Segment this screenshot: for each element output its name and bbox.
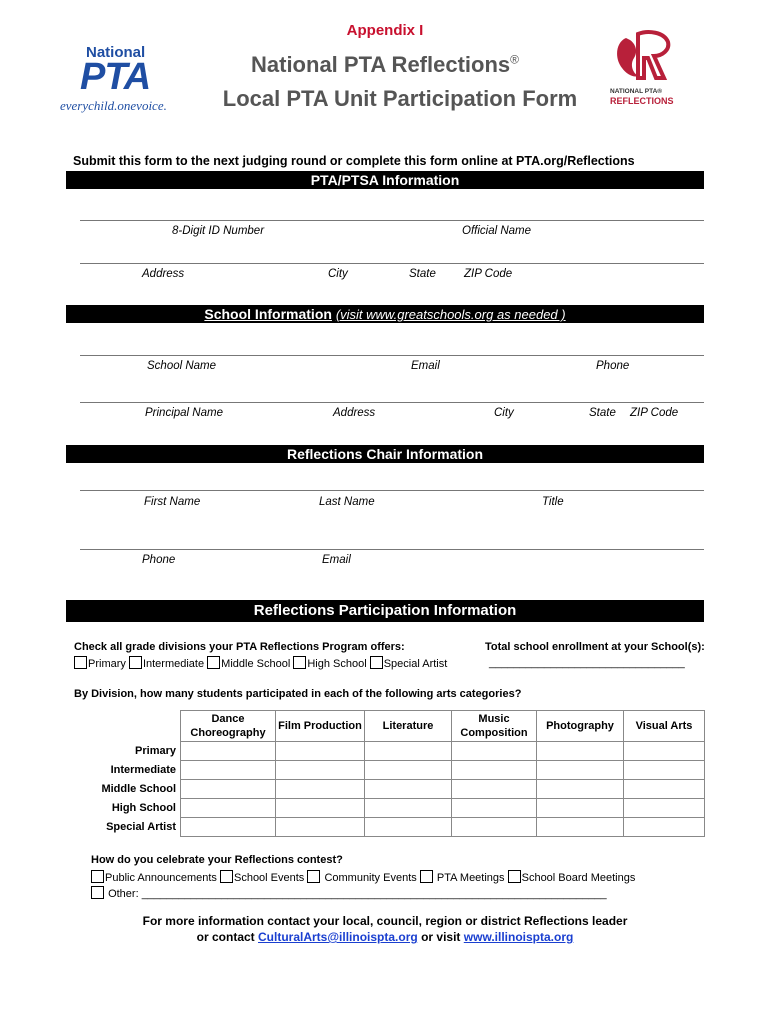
pta-section-title: PTA/PTSA Information <box>310 172 460 188</box>
public-announcements-checkbox[interactable] <box>91 870 104 883</box>
pta-zip-label: ZIP Code <box>464 268 513 280</box>
grid-cell[interactable] <box>181 818 276 837</box>
pta-address-label: Address <box>142 268 185 280</box>
school-row2-line[interactable] <box>80 402 704 403</box>
grid-cell[interactable] <box>452 780 537 799</box>
table-row <box>66 780 705 799</box>
grid-cell[interactable] <box>624 799 705 818</box>
school-section-title: School Information <box>204 306 332 322</box>
school-board-meetings-checkbox[interactable] <box>508 870 521 883</box>
other-label: Other: <box>108 888 139 900</box>
intermediate-checkbox[interactable] <box>129 656 142 669</box>
row-primary: Primary <box>135 745 176 757</box>
other-input[interactable]: ____________________________________________________________________________ <box>141 888 607 900</box>
grid-cell[interactable] <box>452 761 537 780</box>
appendix-label: Appendix I <box>346 22 424 39</box>
school-email-label: Email <box>411 360 440 372</box>
tagline-b: one <box>117 98 137 113</box>
grid-cell[interactable] <box>181 799 276 818</box>
col-literature: Literature <box>365 711 452 742</box>
primary-checkbox[interactable] <box>74 656 87 669</box>
grid-cell[interactable] <box>537 799 624 818</box>
grid-cell[interactable] <box>624 780 705 799</box>
school-name-label: School Name <box>147 360 217 372</box>
grid-cell[interactable] <box>624 818 705 837</box>
grid-cell[interactable] <box>276 799 365 818</box>
row-special-artist: Special Artist <box>106 821 176 833</box>
chair-section-title: Reflections Chair Information <box>286 446 484 462</box>
grid-cell[interactable] <box>365 799 452 818</box>
pta-logo-tagline <box>60 98 167 114</box>
pta-city-label: City <box>328 268 348 280</box>
special-artist-option-label: Special Artist <box>383 658 448 670</box>
pta-section-header <box>66 171 704 189</box>
community-events-checkbox[interactable] <box>307 870 320 883</box>
special-artist-checkbox[interactable] <box>370 656 383 669</box>
grid-cell[interactable] <box>365 742 452 761</box>
school-section-subtitle: (visit www.greatschools.org as needed ) <box>335 307 566 322</box>
footer-line2 <box>0 930 770 944</box>
col-photography: Photography <box>537 711 624 742</box>
reflections-logo <box>608 28 686 110</box>
submit-note: Submit this form to the next judging round or complete this form online at PTA.org/Reflections <box>73 154 635 168</box>
intermediate-option-label: Intermediate <box>142 658 205 670</box>
chair-email-label: Email <box>322 554 351 566</box>
grid-cell[interactable] <box>276 742 365 761</box>
id-number-label: 8-Digit ID Number <box>172 225 265 237</box>
tagline-c: voice. <box>136 98 167 113</box>
grid-cell[interactable] <box>537 818 624 837</box>
middle-school-checkbox[interactable] <box>207 656 220 669</box>
grid-cell[interactable] <box>452 799 537 818</box>
school-phone-label: Phone <box>596 360 630 372</box>
official-name-label: Official Name <box>462 225 532 237</box>
school-city-label: City <box>494 407 514 419</box>
pta-state-label: State <box>409 268 436 280</box>
grid-cell[interactable] <box>537 742 624 761</box>
pta-row2-line[interactable] <box>80 263 704 264</box>
footer-line1: For more information contact your local, council, region or district Reflections leader <box>142 914 628 928</box>
grade-options <box>74 656 447 670</box>
celebrate-prompt: How do you celebrate your Reflections contest? <box>91 854 343 866</box>
pta-meetings-checkbox[interactable] <box>420 870 433 883</box>
school-row1-line[interactable] <box>80 355 704 356</box>
chair-phone-label: Phone <box>142 554 176 566</box>
col-music: Music Composition <box>452 711 537 742</box>
principal-name-label: Principal Name <box>145 407 223 419</box>
pta-logo-mark: PTA <box>80 56 151 98</box>
other-row <box>91 886 607 900</box>
grid-corner <box>66 711 181 742</box>
school-section-header <box>66 305 704 323</box>
enrollment-prompt: Total school enrollment at your School(s): <box>485 641 705 653</box>
school-zip-label: ZIP Code <box>630 407 679 419</box>
reflections-face-icon <box>608 28 686 88</box>
participation-section-header <box>66 600 704 622</box>
col-film: Film Production <box>276 711 365 742</box>
grid-cell[interactable] <box>276 818 365 837</box>
grid-cell[interactable] <box>624 761 705 780</box>
row-intermediate: Intermediate <box>110 764 176 776</box>
grid-cell[interactable] <box>537 761 624 780</box>
chair-section-header <box>66 445 704 463</box>
grid-cell[interactable] <box>181 780 276 799</box>
first-name-label: First Name <box>144 496 201 508</box>
grid-cell[interactable] <box>181 742 276 761</box>
celebrate-options <box>91 870 635 884</box>
footer-website-link[interactable]: www.illinoispta.org <box>463 930 574 944</box>
last-name-label: Last Name <box>319 496 375 508</box>
primary-option-label: Primary <box>88 658 126 670</box>
enrollment-input[interactable]: ________________________________ <box>489 657 685 669</box>
school-board-meetings-label: School Board Meetings <box>521 872 636 884</box>
grid-cell[interactable] <box>365 780 452 799</box>
form-title-text: National PTA Reflections <box>251 52 511 77</box>
grid-cell[interactable] <box>365 818 452 837</box>
col-dance: Dance Choreography <box>181 711 276 742</box>
grid-cell[interactable] <box>276 761 365 780</box>
row-high-school: High School <box>111 802 176 814</box>
national-pta-logo <box>60 42 195 117</box>
grid-cell[interactable] <box>365 761 452 780</box>
middle-school-option-label: Middle School <box>221 658 291 670</box>
chair-title-label: Title <box>542 496 564 508</box>
public-announcements-label: Public Announcements <box>105 872 217 884</box>
school-events-checkbox[interactable] <box>220 870 233 883</box>
chair-row1-line[interactable] <box>80 490 704 491</box>
registered-mark: ® <box>510 52 519 67</box>
reflections-logo-line2: REFLECTIONS <box>610 96 674 106</box>
pta-meetings-label: PTA Meetings <box>436 872 505 884</box>
footer-visit-text: or visit <box>421 930 461 944</box>
grid-cell[interactable] <box>452 818 537 837</box>
chair-row2-line[interactable] <box>80 549 704 550</box>
grid-cell[interactable] <box>181 761 276 780</box>
grade-prompt: Check all grade divisions your PTA Reflections Program offers: <box>74 641 405 653</box>
division-prompt: By Division, how many students participated in each of the following arts categories? <box>74 688 522 700</box>
row-middle-school: Middle School <box>101 783 176 795</box>
pta-logo-national: National <box>86 44 146 61</box>
participation-grid <box>66 710 705 837</box>
col-visual-arts: Visual Arts <box>624 711 705 742</box>
school-address-label: Address <box>333 407 376 419</box>
table-row <box>66 818 705 837</box>
footer-email-link[interactable]: CulturalArts@illinoispta.org <box>258 930 418 944</box>
reflections-logo-line1: NATIONAL PTA® <box>610 88 663 95</box>
form-subtitle: Local PTA Unit Participation Form <box>222 86 578 111</box>
community-events-label: Community Events <box>324 872 417 884</box>
table-row <box>66 742 705 761</box>
grid-cell[interactable] <box>276 780 365 799</box>
other-checkbox[interactable] <box>91 886 104 899</box>
footer-contact-text: or contact <box>196 930 255 944</box>
tagline-a: everychild. <box>60 98 118 113</box>
table-row <box>66 761 705 780</box>
high-school-checkbox[interactable] <box>293 656 306 669</box>
table-row <box>66 799 705 818</box>
school-state-label: State <box>589 407 616 419</box>
high-school-option-label: High School <box>307 658 367 670</box>
grid-cell[interactable] <box>537 780 624 799</box>
grid-cell[interactable] <box>624 742 705 761</box>
grid-cell[interactable] <box>452 742 537 761</box>
school-events-label: School Events <box>233 872 305 884</box>
pta-row1-line[interactable] <box>80 220 704 221</box>
participation-section-title: Reflections Participation Information <box>253 602 517 619</box>
